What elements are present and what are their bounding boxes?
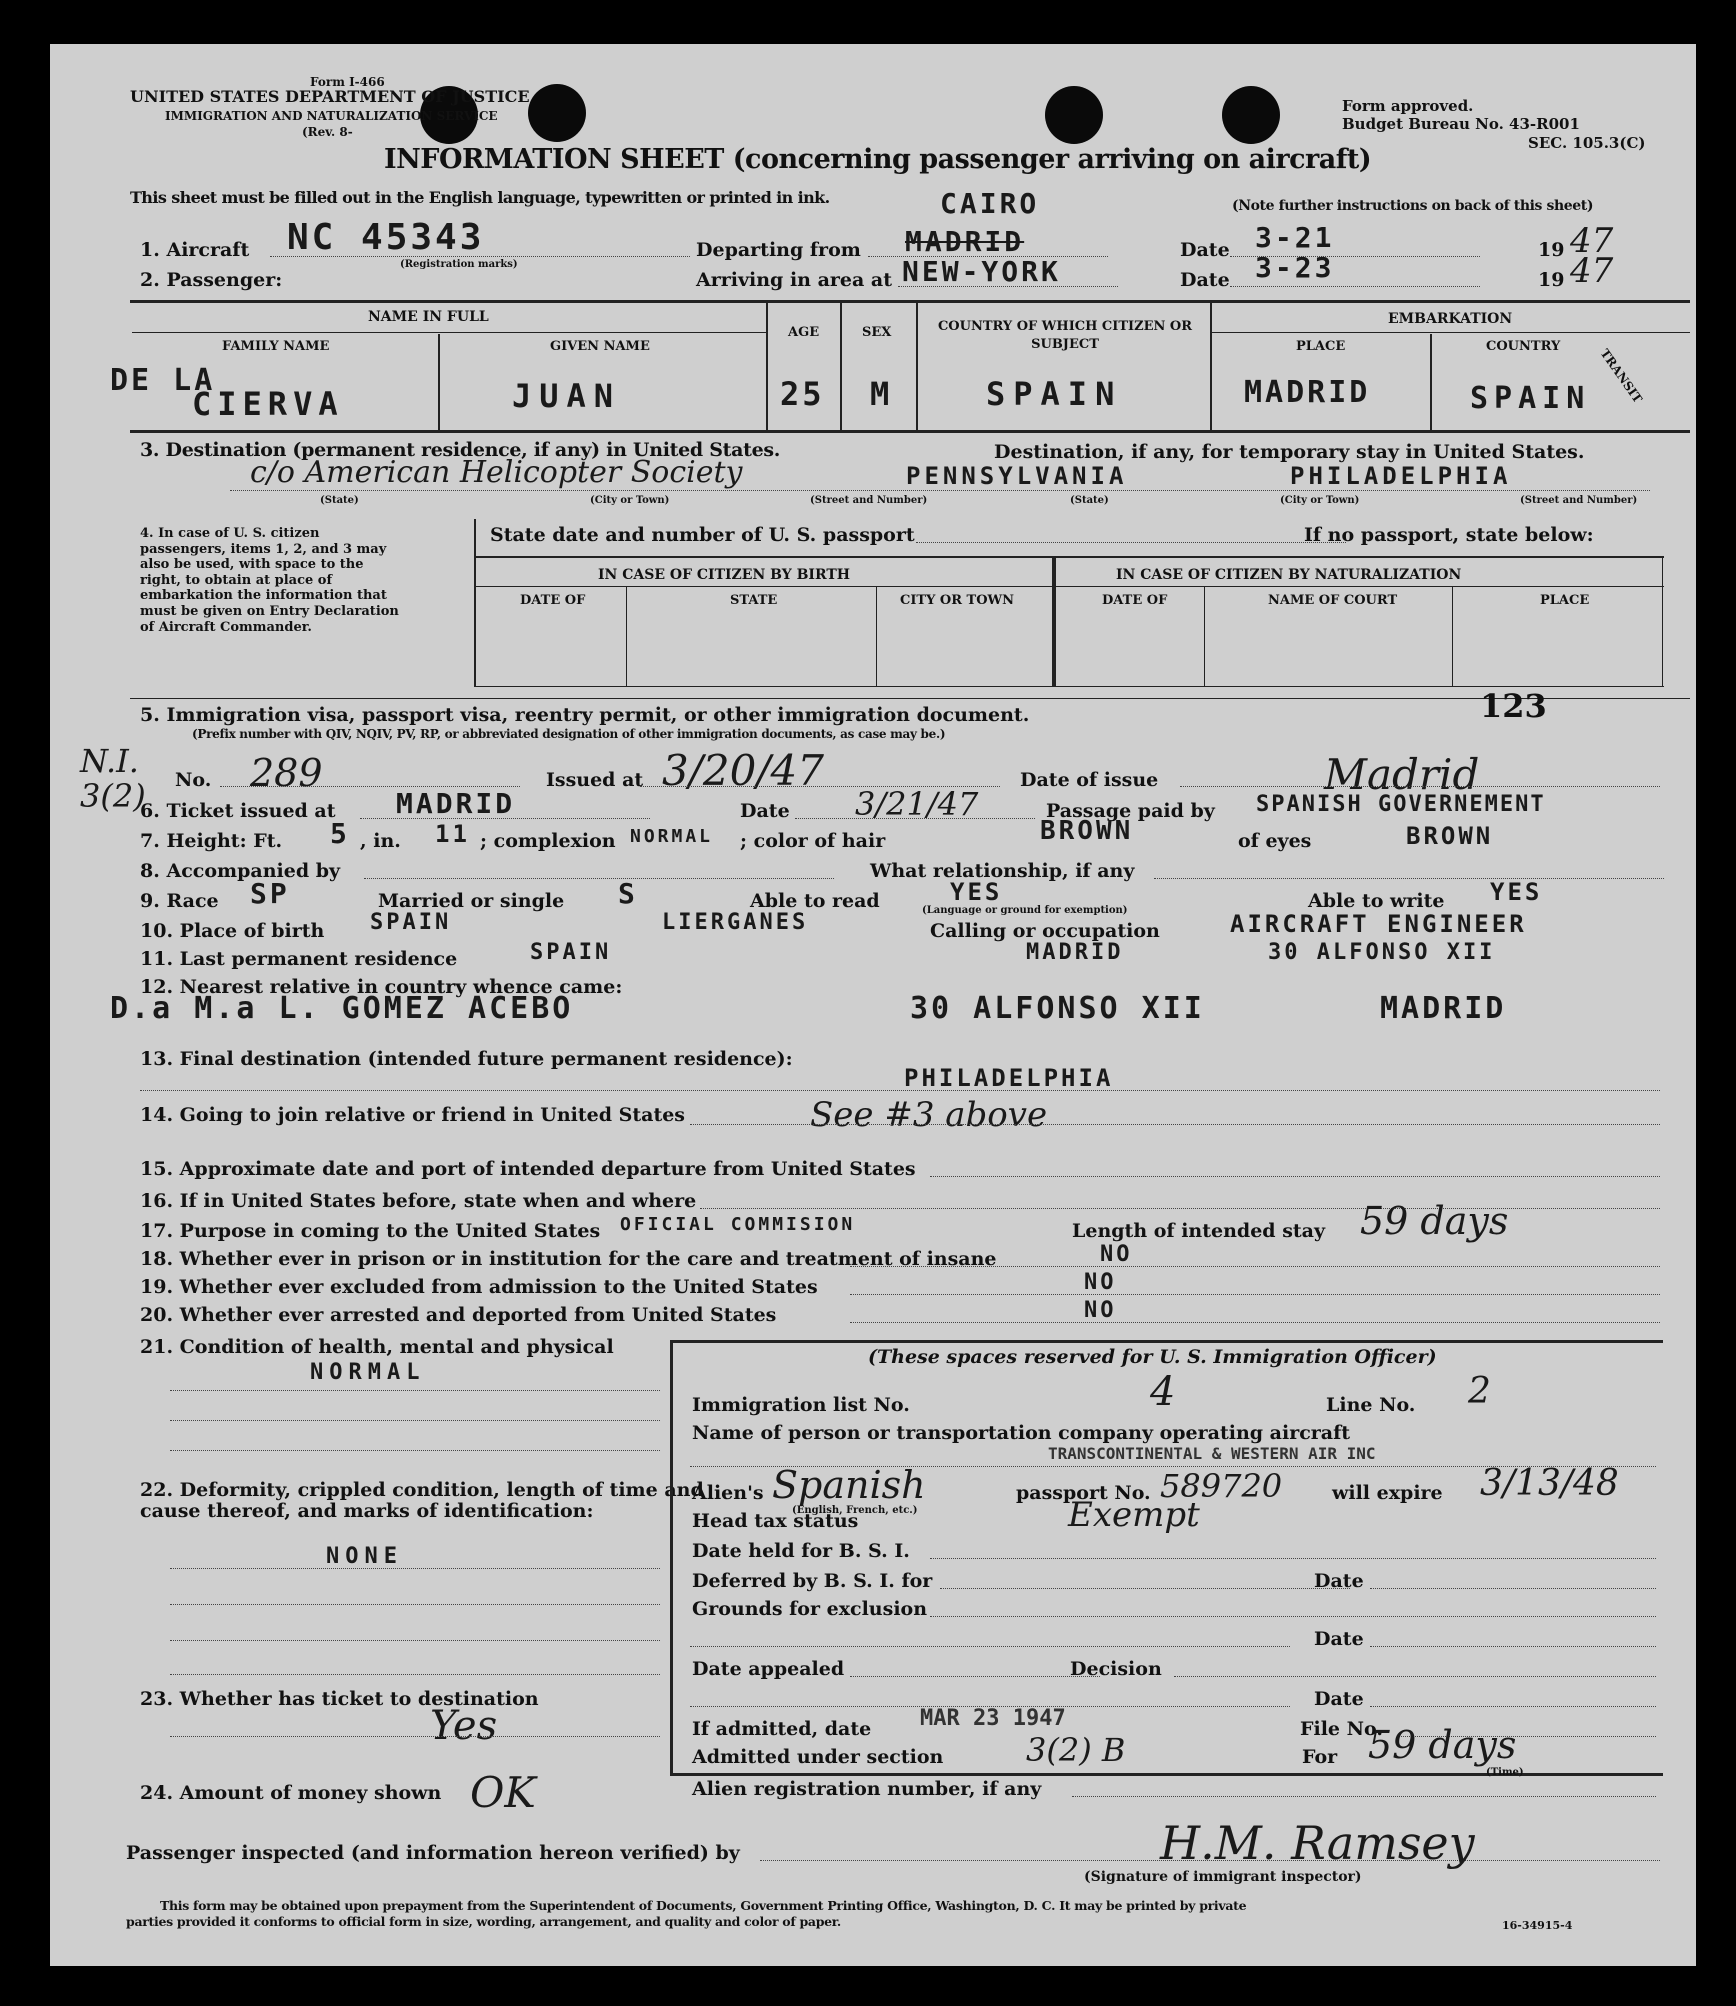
headtax-label: Head tax status [692,1510,859,1532]
money-label: 24. Amount of money shown [140,1782,442,1804]
destination-state: PENNSYLVANIA [906,462,1128,490]
note-back: (Note further instructions on back of this sheet) [1232,198,1594,214]
departing-above: CAIRO [940,187,1040,220]
sec4-col [1662,556,1663,687]
join-label: 14. Going to join relative or friend in United States [140,1104,686,1126]
passport-no-value: 589720 [1160,1467,1283,1505]
complexion-label: ; complexion [480,830,616,852]
agency-line-1: UNITED STATES DEPARTMENT OF JUSTICE [130,87,530,106]
relative-city: MADRID [1380,991,1507,1026]
col-divider [916,302,918,430]
eyes-value: BROWN [1406,822,1494,850]
ticket-dest-value: Yes [430,1703,498,1749]
deported-label: 20. Whether ever arrested and deported from United States [140,1304,777,1326]
col-court: NAME OF COURT [1268,593,1398,608]
final-line [140,1090,1660,1091]
sec4-col [1204,586,1205,687]
sec4-col [1452,586,1453,687]
date-issue-label: Date of issue [1020,769,1159,791]
decision-line [1174,1676,1656,1677]
destination-label: 3. Destination (permanent residence, if any) in United States. [140,439,781,461]
margin-note: N.I. 3(2) [80,742,146,816]
departing-label: Departing from [696,239,861,261]
sub-state: (State) [320,495,359,506]
health-line [170,1450,660,1451]
punch-hole [528,84,586,142]
col-city: CITY OR TOWN [900,593,1015,608]
col-place: PLACE [1540,593,1590,608]
stay-label: Length of intended stay [1072,1220,1326,1242]
form-title: INFORMATION SHEET (concerning passenger arriving on aircraft) [384,144,1372,175]
alien-label: Alien's [692,1482,764,1504]
operator-value: TRANSCONTINENTAL & WESTERN AIR INC [1048,1444,1376,1463]
given-name-header: GIVEN NAME [550,339,650,354]
section-label: Admitted under section [692,1746,944,1768]
col-divider [1210,302,1212,430]
name-sub-rule [132,332,766,333]
form-sheet [50,44,1696,1966]
nat-header: IN CASE OF CITIZEN BY NATURALIZATION [1116,567,1462,583]
ticket-dest-line [170,1736,660,1737]
occupation-label: Calling or occupation [930,920,1160,942]
print-note-1: This form may be obtained upon prepayment from the Superintendent of Documents, Government Printing Office, Washington, D. C. It may be printed by private [160,1898,1247,1913]
given-name: JUAN [512,377,622,415]
sec4-col [876,586,877,687]
gpo-code: 16-34915-4 [1502,1919,1573,1932]
destination-line [230,490,1650,491]
aircraft-value: NC 45343 [287,217,485,258]
instruction: This sheet must be filled out in the English language, typewritten or printed in ink. [130,188,830,207]
deformity-line [170,1640,660,1641]
final-value: PHILADELPHIA [904,1064,1114,1092]
last-res-label: 11. Last permanent residence [140,948,458,970]
purpose-label: 17. Purpose in coming to the United States [140,1220,601,1242]
punch-hole [1045,86,1103,144]
place-header: PLACE [1296,339,1346,354]
height-in: 11 [435,820,470,848]
visa-label: 5. Immigration visa, passport visa, reentry permit, or other immigration document. [140,704,1030,726]
col-divider [840,302,842,430]
q20-line [850,1322,1660,1323]
depart-label: 15. Approximate date and port of intended departure from United States [140,1158,916,1180]
join-value: See #3 above [810,1095,1048,1135]
embark-country: SPAIN [1470,381,1591,416]
expire-value: 3/13/48 [1480,1463,1619,1504]
passenger-label: 2. Passenger: [140,269,283,291]
destination-temp-label: Destination, if any, for temporary stay in United States. [994,441,1585,463]
for-label: For [1302,1746,1338,1768]
alien-sub: (English, French, etc.) [792,1505,918,1516]
embark-place: MADRID [1244,375,1371,410]
budget-bureau: Budget Bureau No. 43-R001 [1342,115,1580,133]
bsi-label: Date held for B. S. I. [692,1540,910,1562]
deported-value: NO [1084,1298,1117,1323]
hair-value: BROWN [1040,816,1134,846]
age-header: AGE [788,325,820,340]
issued-at-label: Issued at [546,769,644,791]
date-label-1: Date [1180,239,1230,261]
height-ft: 5 [330,817,350,850]
ticket-dest-label: 23. Whether has ticket to destination [140,1688,539,1710]
age-value: 25 [780,375,825,413]
operator-label: Name of person or transportation company operating aircraft [692,1422,1351,1444]
inspector-signature: H.M. Ramsey [1160,1816,1475,1870]
eyes-label: of eyes [1238,830,1312,852]
last-res-city: MADRID [1026,940,1124,965]
write-label: Able to write [1308,890,1445,912]
birth-label: 10. Place of birth [140,920,325,942]
birth-country: SPAIN [370,910,452,935]
officer-title: (These spaces reserved for U. S. Immigration Officer) [868,1346,1437,1368]
line-label: Line No. [1326,1394,1416,1416]
country-header-2: COUNTRY [1486,339,1561,354]
birth-header: IN CASE OF CITIZEN BY BIRTH [598,567,850,583]
arriving-label: Arriving in area at [696,269,893,291]
relationship-label: What relationship, if any [870,860,1135,882]
date-line-b [1370,1646,1656,1647]
year-value-1: 47 [1570,221,1614,261]
revision: (Rev. 8- [302,125,353,139]
height-in-label: , in. [360,830,401,852]
relative-street: 30 ALFONSO XII [910,991,1205,1026]
list-label: Immigration list No. [692,1394,910,1416]
deformity-line [170,1568,660,1569]
visa-sub: (Prefix number with QIV, NQIV, PV, RP, or abbreviated designation of other immigration documents, as case may be.) [192,727,946,741]
sub-street: (Street and Number) [1520,495,1638,506]
write-value: YES [1490,878,1543,906]
q18-line [850,1266,1660,1267]
for-value: 59 days [1368,1723,1517,1767]
grounds-label: Grounds for exclusion [692,1598,928,1620]
col-divider [438,334,440,430]
paid-by-label: Passage paid by [1046,800,1215,822]
accompanied-label: 8. Accompanied by [140,860,341,882]
agency-line-2: IMMIGRATION AND NATURALIZATION SERVICE [165,109,498,123]
final-label: 13. Final destination (intended future permanent residence): [140,1048,793,1070]
arriving-line [898,286,1118,287]
expire-label: will expire [1332,1482,1443,1504]
inspected-label: Passenger inspected (and information hereon verified) by [126,1842,740,1864]
sub-city: (City or Town) [590,495,670,506]
deformity-line [170,1674,660,1675]
ticket-line [360,818,650,819]
purpose-value: OFICIAL COMMISION [620,1214,856,1235]
grounds-line-2 [690,1646,1290,1647]
section-value: 3(2) B [1026,1731,1126,1769]
before-line [700,1208,1660,1209]
deferred-line [940,1588,1350,1589]
form-approved: Form approved. [1342,97,1474,115]
destination-city: PHILADELPHIA [1290,462,1512,490]
file-label: File No. [1300,1718,1383,1740]
birth-city: LIERGANES [662,910,809,935]
line-value: 2 [1468,1371,1491,1412]
col-divider [1430,334,1432,430]
deformity-line [170,1604,660,1605]
reg-label: Alien registration number, if any [692,1778,1042,1800]
deformity-label: 22. Deformity, crippled condition, length of time and cause thereof, and marks of identification: [140,1479,704,1522]
no-passport-label: If no passport, state below: [1304,524,1594,546]
embarkation-header: EMBARKATION [1388,311,1513,327]
last-res-country: SPAIN [530,940,612,965]
ticket-value: MADRID [396,787,516,820]
health-value: NORMAL [310,1360,426,1385]
health-line [170,1390,660,1391]
sec4-rule [474,556,1664,558]
paid-by-value: SPANISH GOVERNEMENT [1256,792,1546,817]
bsi-line [930,1558,1656,1559]
ticket-date-line [795,818,1035,819]
citizen-country: SPAIN [986,375,1123,413]
date-line-2 [1230,286,1480,287]
table-top-rule [130,300,1690,303]
sec4-left-border [474,519,476,687]
name-in-full-header: NAME IN FULL [368,309,489,325]
registration-marks: (Registration marks) [400,259,518,270]
print-note-2: parties provided it conforms to official form in size, wording, arrangement, and quality and color of paper. [126,1914,841,1929]
date-issue-line [1180,786,1660,787]
deformity-value: NONE [326,1544,403,1569]
date-label-c: Date [1314,1688,1364,1710]
passport-label: State date and number of U. S. passport [490,524,915,546]
date-label-a: Date [1314,1570,1364,1592]
appealed-line [850,1676,1100,1677]
sub-city: (City or Town) [1280,495,1360,506]
ticket-date-label: Date [740,800,790,822]
sex-header: SEX [862,325,892,340]
sec4-col [626,586,627,687]
before-label: 16. If in United States before, state when and where [140,1190,697,1212]
married-value: S [618,877,638,910]
page-number: 123 [1480,687,1547,725]
q19-line [850,1294,1660,1295]
signature-label: (Signature of immigrant inspector) [1084,1869,1362,1885]
admitted-label: If admitted, date [692,1718,872,1740]
year-prefix-2: 19 [1538,269,1565,291]
issued-at-value: 3/20/47 [662,746,824,795]
married-label: Married or single [378,890,565,912]
sec4-bottom-full [130,698,1690,699]
relationship-line [1154,878,1664,879]
col-date-of: DATE OF [520,593,586,608]
grounds-line [930,1616,1656,1617]
race-label: 9. Race [140,890,219,912]
last-res-street: 30 ALFONSO XII [1268,940,1496,965]
relative-label: 12. Nearest relative in country whence came: [140,976,623,998]
col-date-of-2: DATE OF [1102,593,1168,608]
section-4-text: 4. In case of U. S. citizen passengers, items 1, 2, and 3 may also be used, with space to the right, to obtain at place of embarkation the information that must be given on Entry Declaration of Aircraft Commander. [140,526,399,635]
form-number: Form I-466 [310,75,385,89]
excluded-value: NO [1084,1270,1117,1295]
stay-value: 59 days [1360,1199,1509,1243]
sex-value: M [870,375,893,413]
appealed-label: Date appealed [692,1658,845,1680]
join-line [690,1124,1660,1125]
sec4-mid [1052,556,1056,687]
read-sub: (Language or ground for exemption) [922,905,1128,916]
aircraft-label: 1. Aircraft [140,239,250,261]
arriving-value: NEW-YORK [902,255,1061,288]
col-divider [766,302,768,430]
excluded-label: 19. Whether ever excluded from admission to the United States [140,1276,818,1298]
list-value: 4 [1150,1369,1176,1415]
visa-no-value: 289 [250,751,323,795]
emb-sub-rule [1210,332,1690,333]
date-label-2: Date [1180,269,1230,291]
deferred-label: Deferred by B. S. I. for [692,1570,933,1592]
table-bottom-rule [130,430,1690,433]
family-name-1: DE LA [110,363,216,398]
height-label: 7. Height: Ft. [140,830,283,852]
health-label: 21. Condition of health, mental and physical [140,1336,614,1358]
accompanied-line [364,878,834,879]
country-header: COUNTRY OF WHICH CITIZEN OR SUBJECT [937,319,1193,352]
aircraft-line [270,256,690,257]
date-label-b: Date [1314,1628,1364,1650]
ticket-date-value: 3/21/47 [855,785,979,823]
headtax-value: Exempt [1068,1495,1200,1535]
reg-line [1072,1796,1656,1797]
visa-no-label: No. [175,769,212,791]
section-stamp: SEC. 105.3(C) [1528,134,1646,152]
punch-hole [1222,86,1280,144]
col-state: STATE [730,593,778,608]
prison-label: 18. Whether ever in prison or in institution for the care and treatment of insane [140,1248,997,1270]
date-value-2: 3-23 [1255,251,1335,284]
sub-street: (Street and Number) [810,495,928,506]
prison-value: NO [1100,1242,1133,1267]
occupation-value: AIRCRAFT ENGINEER [1230,910,1527,938]
year-prefix-1: 19 [1538,239,1565,261]
time-sub: (Time) [1486,1767,1524,1778]
alien-value: Spanish [772,1463,926,1507]
date-line-c [1370,1706,1656,1707]
destination-written: c/o American Helicopter Society [250,455,743,490]
date-line-a [1370,1588,1656,1589]
passport-no-label: passport No. [1016,1482,1151,1504]
date-issue-value: Madrid [1324,750,1480,799]
money-value: OK [470,1768,536,1817]
departing-struck: MADRID [905,225,1025,258]
year-value-2: 47 [1570,251,1614,291]
hair-label: ; color of hair [740,830,886,852]
health-line [170,1420,660,1421]
family-name-header: FAMILY NAME [222,339,330,354]
race-value: SP [250,877,290,910]
sec4-rule-2 [474,586,1664,587]
transit-stamp: TRANSIT [1597,346,1645,406]
depart-line [930,1176,1660,1177]
relative-name: D.a M.a L. GOMEZ ACEBO [110,991,574,1026]
sub-state: (State) [1070,495,1109,506]
family-name-2: CIERVA [192,385,344,423]
decision-label: Decision [1070,1658,1162,1680]
date-value-1: 3-21 [1255,221,1335,254]
admitted-value: MAR 23 1947 [920,1706,1066,1731]
ticket-label: 6. Ticket issued at [140,800,336,822]
read-label: Able to read [750,890,880,912]
passport-line [916,542,1346,543]
complexion-value: NORMAL [630,826,714,847]
read-value: YES [950,878,1003,906]
